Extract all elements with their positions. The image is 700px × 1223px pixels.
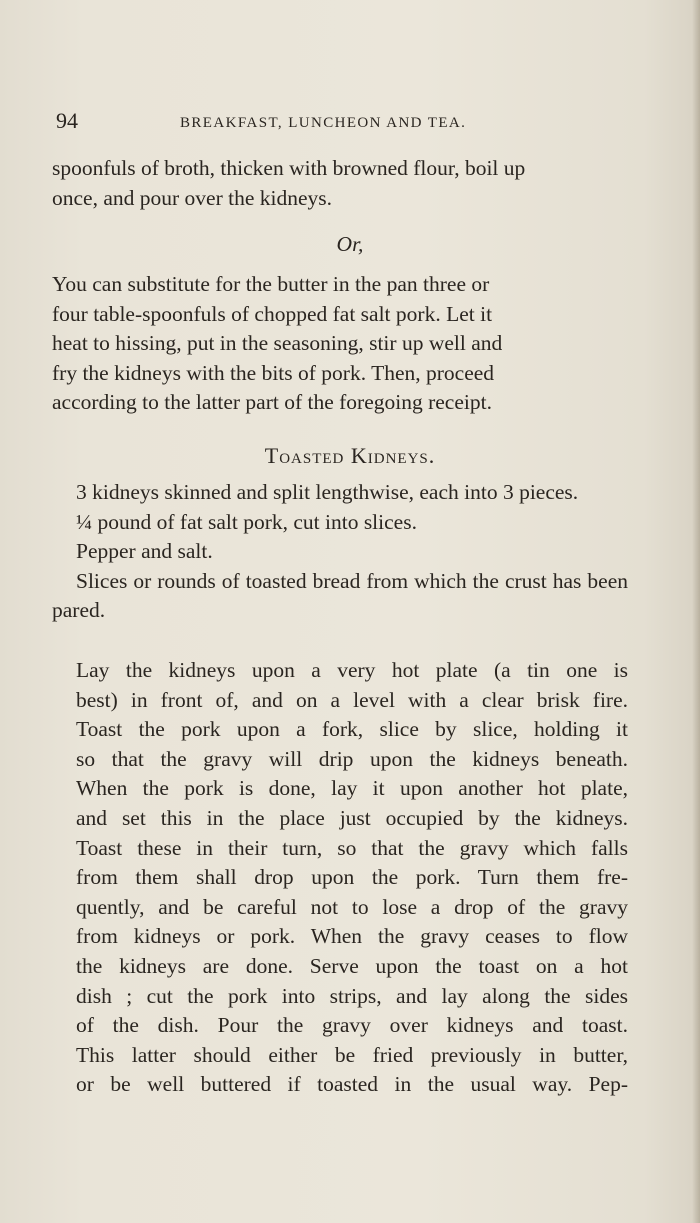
text-line: Toast the pork upon a fork, slice by slice, holding it <box>76 717 628 742</box>
text-line: You can substitute for the butter in the pan three or <box>52 272 490 296</box>
text-line: from kidneys or pork. When the gravy ceases to flow <box>76 924 628 949</box>
ingredient-item: Slices or rounds of toasted bread from which the crust has been pared. <box>52 568 628 623</box>
page-number: 94 <box>56 108 78 133</box>
text-line: from them shall drop upon the pork. Turn them fre- <box>76 865 628 890</box>
text-line: according to the latter part of the foregoing receipt. <box>52 390 492 415</box>
ingredient-item: Pepper and salt. <box>76 539 213 564</box>
text-line: dish ; cut the pork into strips, and lay along the sides <box>76 983 628 1008</box>
alternative-paragraph <box>52 270 628 418</box>
text-line: or be well buttered if toasted in the usual way. Pep- <box>76 1072 628 1097</box>
or-heading: Or, <box>336 232 364 256</box>
text-line: When the pork is done, lay it upon another hot plate, <box>76 776 628 801</box>
ingredient-item: ¼ pound of fat salt pork, cut into slices. <box>76 509 417 534</box>
running-head: BREAKFAST, LUNCHEON AND TEA. <box>180 115 467 131</box>
text-line: and set this in the place just occupied by the kidneys. <box>76 805 628 830</box>
text-line: the kidneys are done. Serve upon the toast on a hot <box>76 953 628 978</box>
text-line: fry the kidneys with the bits of pork. Then, proceed <box>52 360 495 385</box>
text-line: best) in front of, and on a level with a clear brisk fire. <box>76 687 628 712</box>
ingredient-item: 3 kidneys skinned and split lengthwise, each into 3 pieces. <box>76 480 579 504</box>
text-line: of the dish. Pour the gravy over kidneys and toast. <box>76 1013 628 1038</box>
text-line: Toast these in their turn, so that the gravy which falls <box>76 835 628 860</box>
text-line: quently, and be careful not to lose a drop of the gravy <box>76 894 628 919</box>
text-line: spoonfuls of broth, thicken with browned flour, boil up <box>52 156 526 180</box>
text-line: Lay the kidneys upon a very hot plate (a tin one is <box>76 658 628 682</box>
text-line: four table-spoonfuls of chopped fat salt pork. Let it <box>52 301 493 326</box>
page-edge-shadow <box>692 0 700 1223</box>
page-header <box>56 108 626 138</box>
text-line: so that the gravy will drip upon the kidneys beneath. <box>76 746 628 771</box>
recipe-title: Toasted Kidneys. <box>264 443 436 468</box>
instructions-paragraph <box>52 656 628 1100</box>
text-line: This latter should either be fried previously in butter, <box>76 1042 628 1067</box>
continuation-paragraph <box>52 154 628 213</box>
text-line: once, and pour over the kidneys. <box>52 185 333 210</box>
ingredient-list <box>52 478 628 626</box>
text-line: heat to hissing, put in the seasoning, stir up well and <box>52 331 503 356</box>
